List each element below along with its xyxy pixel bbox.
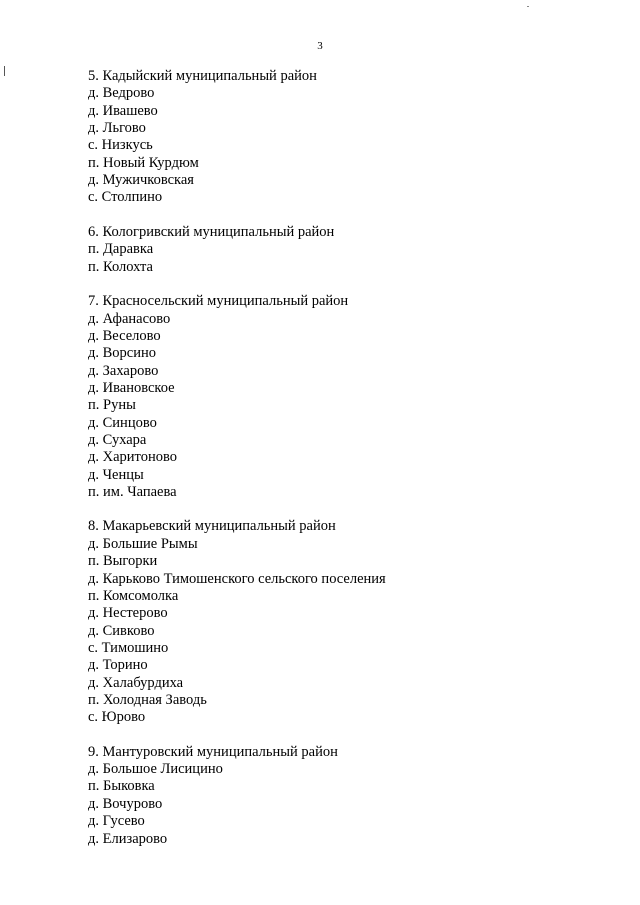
settlement-item: д. Большие Рымы xyxy=(88,535,198,552)
settlement-item: п. Выгорки xyxy=(88,553,158,570)
settlement-item: д. Ивашево xyxy=(88,102,158,119)
settlement-item: п. Комсомолка xyxy=(88,587,179,604)
settlement-item: д. Елизарово xyxy=(88,830,168,847)
settlement-item: п. Быковка xyxy=(88,778,155,795)
district-title: 5. Кадыйский муниципальный район xyxy=(88,68,317,84)
settlement-item: д. Синцово xyxy=(88,414,157,431)
district-section xyxy=(88,224,608,276)
settlement-item: д. Афанасово xyxy=(88,310,171,327)
settlement-item: д. Ворсино xyxy=(88,345,157,362)
settlement-item: п. Колохта xyxy=(88,258,153,275)
settlement-item: д. Веселово xyxy=(88,327,161,344)
settlement-item: д. Льгово xyxy=(88,120,146,137)
settlement-item: д. Ведрово xyxy=(88,85,155,102)
settlement-item: д. Вочурово xyxy=(88,795,163,812)
settlement-item: п. Даравка xyxy=(88,241,154,258)
district-section xyxy=(88,744,608,848)
settlement-item: д. Большое Лисицино xyxy=(88,761,223,778)
district-title: 8. Макарьевский муниципальный район xyxy=(88,518,336,535)
settlement-item: д. Мужичковская xyxy=(88,172,194,189)
settlement-item: с. Низкусь xyxy=(88,137,153,154)
settlement-item: п. Руны xyxy=(88,397,136,414)
settlement-item: с. Столпино xyxy=(88,189,163,206)
district-section xyxy=(88,518,608,726)
settlement-item: с. Юрово xyxy=(88,709,146,726)
settlement-item: д. Гусево xyxy=(88,813,145,830)
settlement-item: п. Новый Курдюм xyxy=(88,154,199,171)
district-list xyxy=(88,68,608,865)
district-section xyxy=(88,68,608,207)
settlement-item: д. Захарово xyxy=(88,362,159,379)
settlement-item: д. Сивково xyxy=(88,622,155,639)
settlement-item: д. Сухара xyxy=(88,431,147,448)
settlement-item: д. Нестерово xyxy=(88,605,168,622)
page-number: 3 xyxy=(317,40,323,52)
district-title: 9. Мантуровский муниципальный район xyxy=(88,743,338,760)
settlement-item: п. им. Чапаева xyxy=(88,483,177,500)
settlement-item: д. Ченцы xyxy=(88,466,144,483)
settlement-item: д. Торино xyxy=(88,657,148,674)
margin-mark xyxy=(4,66,5,76)
district-title: 7. Красносельский муниципальный район xyxy=(88,293,349,310)
district-section xyxy=(88,293,608,501)
settlement-item: п. Холодная Заводь xyxy=(88,691,207,708)
district-title: 6. Кологривский муниципальный район xyxy=(88,223,335,240)
settlement-item: д. Карьково Тимошенского сельского поселения xyxy=(88,570,386,587)
settlement-item: с. Тимошино xyxy=(88,639,169,656)
settlement-item: д. Ивановское xyxy=(88,379,175,396)
settlement-item: д. Харитоново xyxy=(88,449,177,466)
settlement-item: д. Халабурдиха xyxy=(88,674,184,691)
scan-mark xyxy=(527,6,529,7)
